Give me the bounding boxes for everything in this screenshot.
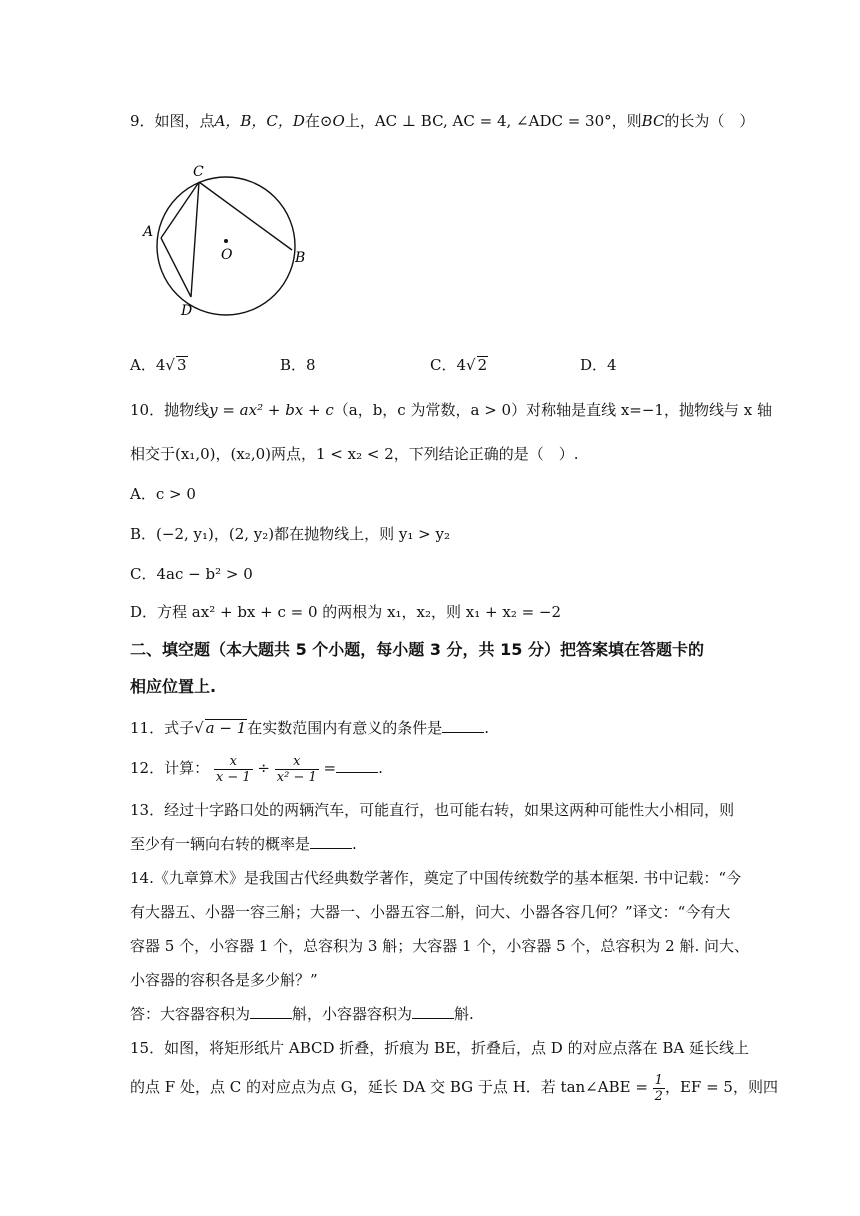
fraction: $\frac{x}{x - 1}$ [215,753,251,785]
q13-line1: 13．经过十字路口处的两辆汽车，可能直行，也可能右转，如果这两种可能性大小相同，则 [130,801,735,819]
sqrt-sign: √ [165,356,175,374]
q9-label-a: A [143,224,154,240]
fraction: $\frac{1}{2}$ [654,1072,663,1104]
q9-stem: 9．如图，点A，B，C，D在⊙O上，AC ⊥ BC, AC = 4, ∠ADC = 30°，则BC的长为（ ） [130,112,755,130]
q10-line2: 相交于(x₁,0)，(x₂,0)两点，1 < x₂ < 2，下列结论正确的是（ ）. [130,445,579,463]
q10-option-d: D．方程 ax² + bx + c = 0 的两根为 x₁，x₂，则 x₁ + x₂ = −2 [130,603,562,621]
q9-label-o: O [221,247,233,263]
q10-option-b: B．(−2, y₁)，(2, y₂)都在抛物线上，则 y₁ > y₂ [130,525,450,543]
q9-option-b: B．8 [280,356,316,374]
fraction: $\frac{x}{\text{x² − 1}}$ [276,753,317,785]
q10-option-a: A．c > 0 [130,485,196,503]
q9-label-d: D [181,303,193,319]
q15-line2: 的点 F 处，点 C 的对应点为点 G，延长 DA 交 BG 于点 H．若 tan∠ABE = $\frac{1}{2}$ ，EF = 5，则四 [130,1072,778,1104]
sqrt-sign: √ [194,719,204,737]
sqrt-sign: √ [466,356,476,374]
q14-line4: 小容器的容积各是多少斛？” [130,971,318,989]
q11: 11．式子√ a − 1在实数范围内有意义的条件是 . [130,719,490,737]
answer-blank[interactable] [310,834,352,849]
q9-option-c: C．4√ 2 [430,356,488,374]
answer-blank[interactable] [336,758,378,773]
q9-option-d: D．4 [580,356,617,374]
q10-option-c: C．4ac − b² > 0 [130,565,253,583]
q13-line2: 至少有一辆向右转的概率是 . [130,835,357,853]
q9-label-c: C [193,164,204,180]
q15-line1: 15．如图，将矩形纸片 ABCD 折叠，折痕为 BE，折叠后，点 D 的对应点落在 BA 延长线上 [130,1039,749,1057]
q14-line1: 14.《九章算术》是我国古代经典数学著作，奠定了中国传统数学的基本框架. 书中记载：“今 [130,869,742,887]
section2-heading-line1: 二、填空题（本大题共 5 个小题，每小题 3 分，共 15 分）把答案填在答题卡的 [130,640,704,659]
section2-heading-line2: 相应位置上. [130,677,217,696]
q10-line1: 10．抛物线y = ax² + bx + c（a，b，c 为常数，a > 0）对称轴是直线 x=−1，抛物线与 x 轴 [130,401,772,419]
q14-line3: 容器 5 个，小容器 1 个，总容积为 3 斛；大容器 1 个，小容器 5 个，总容积为 2 斛. 问大、 [130,937,750,955]
q14-answer: 答：大容器容积为 斛，小容器容积为 斛. [130,1005,474,1023]
q9-circle-figure [138,158,318,320]
answer-blank[interactable] [412,1004,454,1019]
q12: 12．计算： $\frac{x}{x - 1}$ ÷ $\frac{x}{\text{x² − 1}}$ = . [130,753,383,785]
q9-option-a: A．4√ 3 [130,356,187,374]
answer-blank[interactable] [250,1004,292,1019]
q14-line2: 有大器五、小器一容三斛；大器一、小器五容二斛，问大、小器各容几何？”译文：“今有大 [130,903,731,921]
q9-label-b: B [295,250,306,266]
answer-blank[interactable] [442,718,484,733]
